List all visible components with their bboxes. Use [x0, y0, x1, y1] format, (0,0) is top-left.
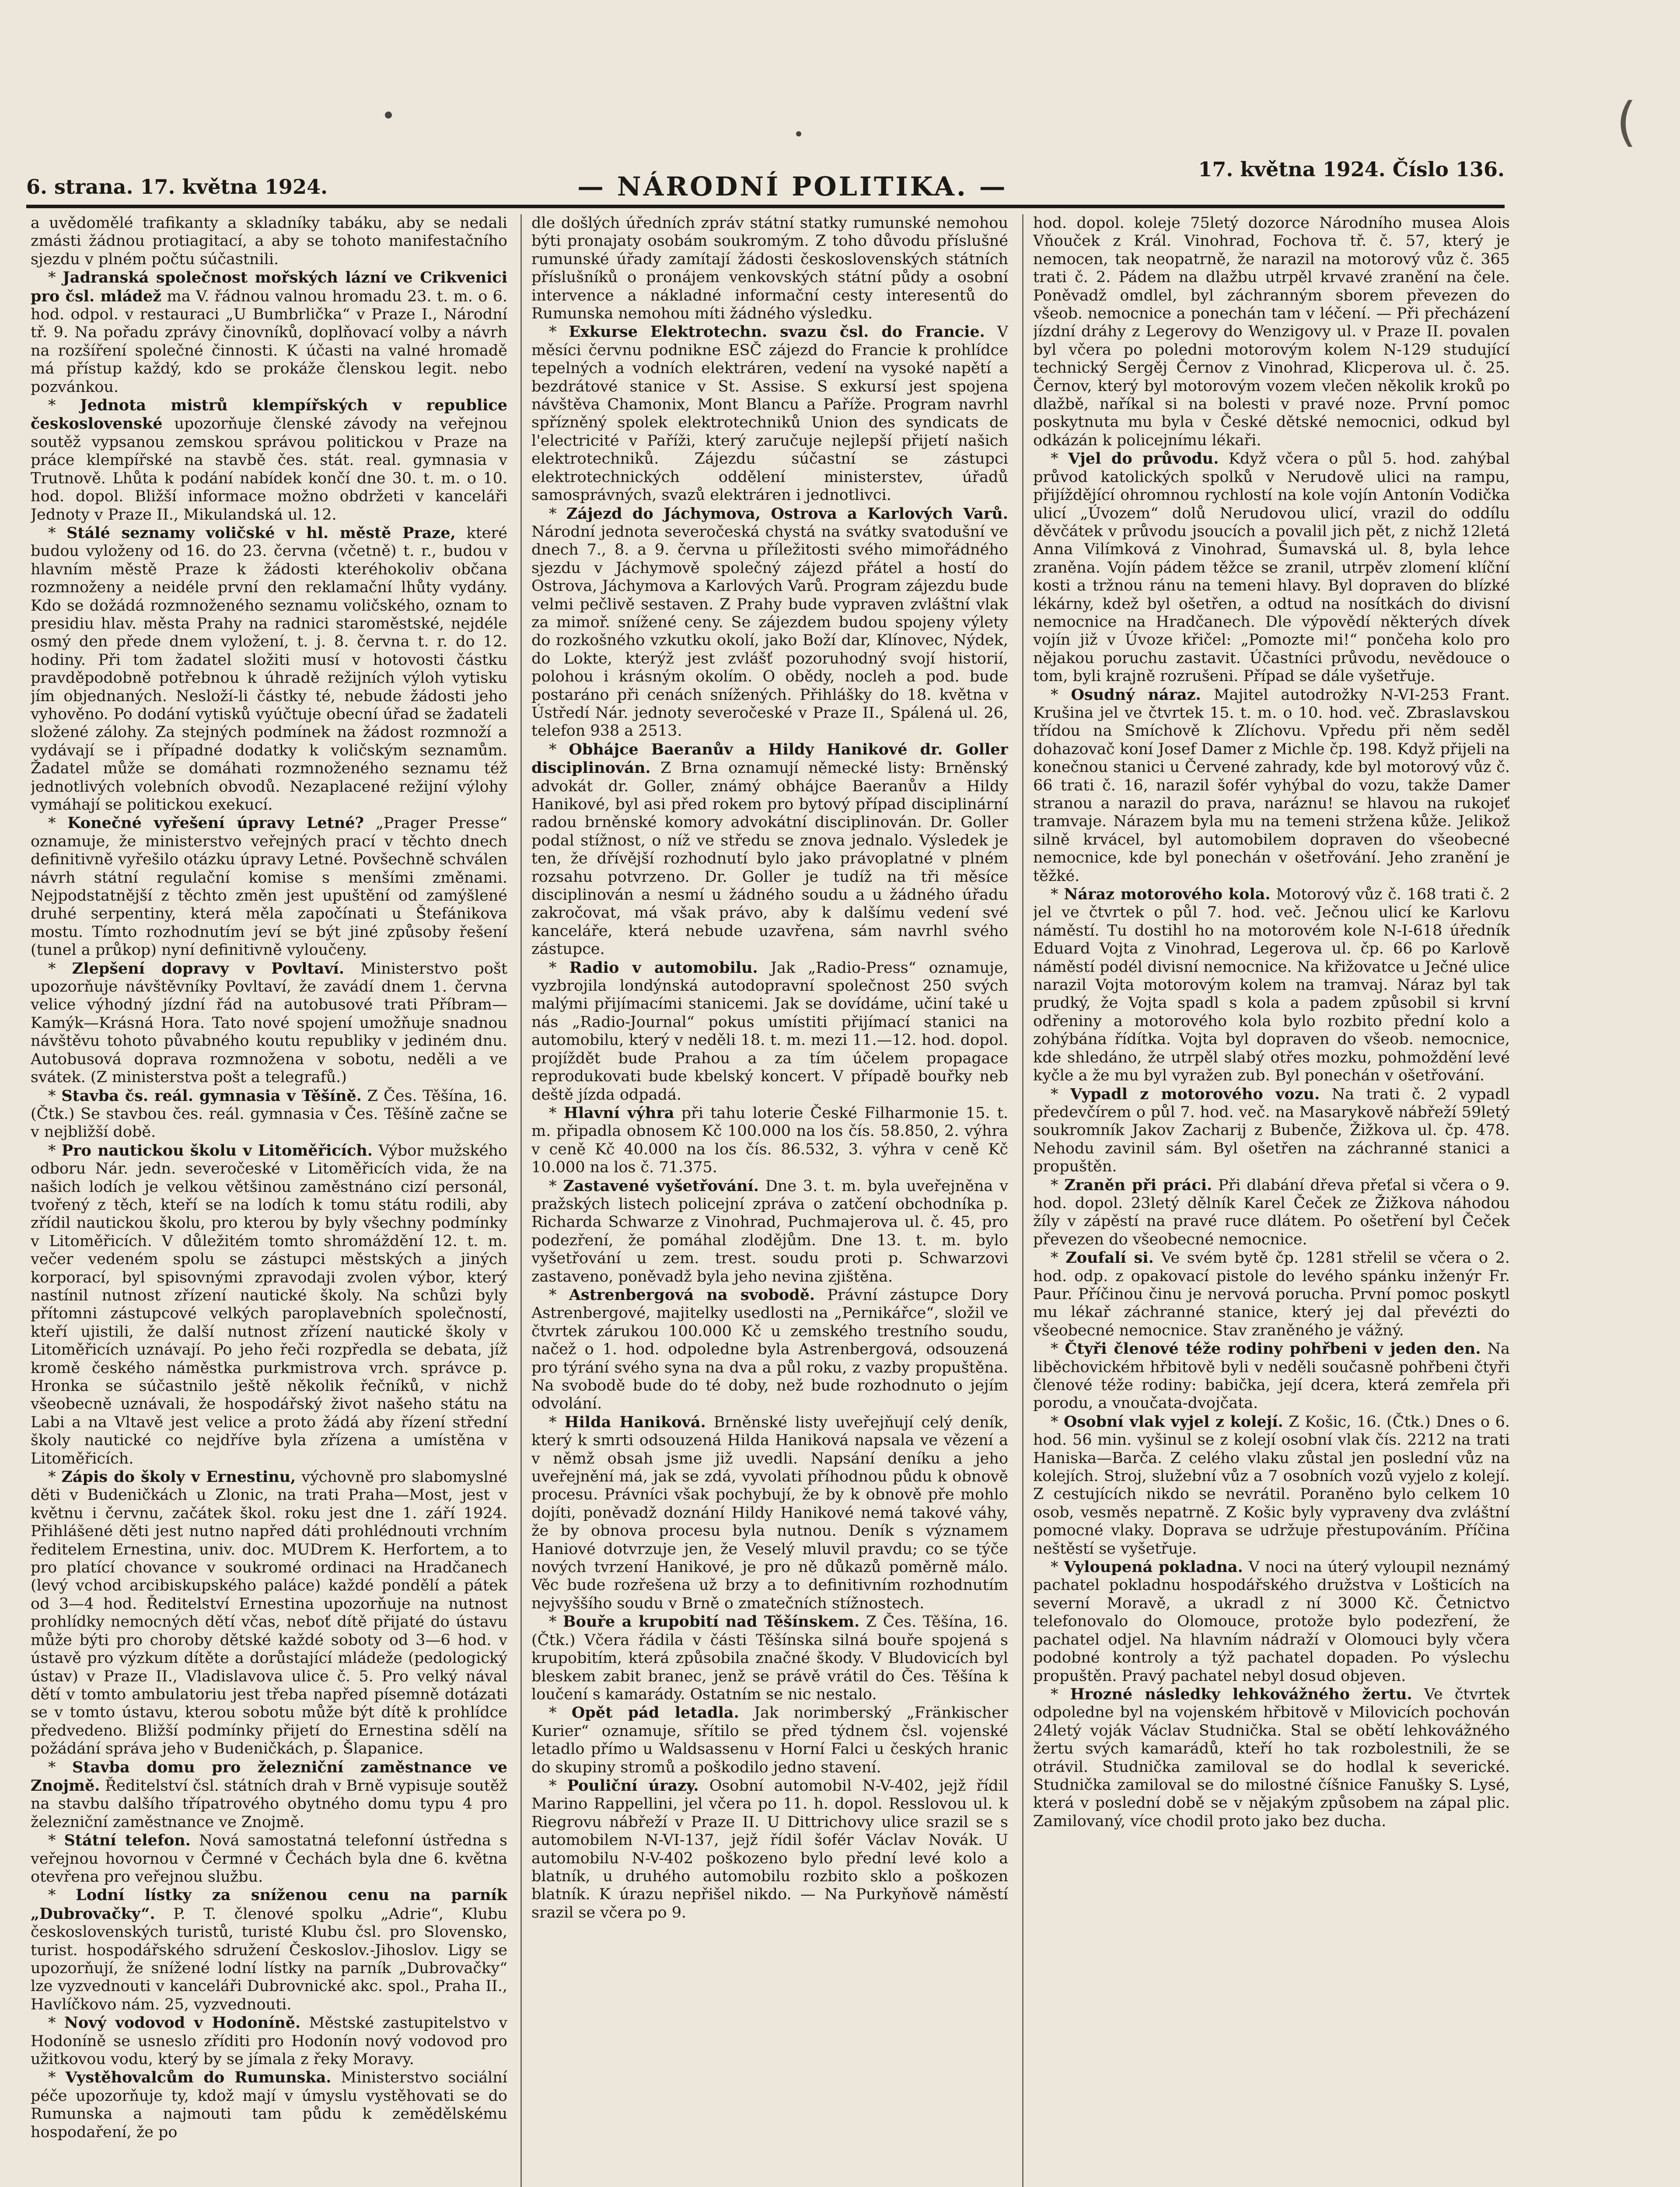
news-item: * Stavba domu pro železniční zaměstnance ve Znojmě. Ředitelství čsl. státních drah v Brně vypisuje soutěž na stavbu dalšího třípatrového obytného domu typu 4 pro železniční zaměstnance ve Znojmě. — [31, 1758, 507, 1831]
news-headline: Zoufalí si. — [1065, 1249, 1154, 1267]
news-headline: Vyloupená pokladna. — [1064, 1558, 1243, 1576]
news-headline: Zápis do školy v Ernestinu, — [61, 1468, 296, 1486]
news-body: Z Košic, 16. (Čtk.) Dnes o 6. hod. 56 min. vyšinul se z kolejí osobní vlak čís. 2212 na trati Haniska—Barča. Z celého vlaku zůstal jen poslední vůz na kolejích. Stroj, služební vůz a 7 osobních vozů vyjelo z kolejí. Z cestujících nikdo se nevrátil. Poraněno bylo celkem 10 osob, vesměs nepatrně. Z Košic byly vypraveny dva zvláštní pomocné vlaky. Doprava se udržuje přestupováním. Příčina neštěstí se vyšetřuje. — [1033, 1413, 1510, 1558]
news-item: * Vjel do průvodu. Když včera o půl 5. hod. zahýbal průvod katolických spolků v Nerudově ulici na rampu, přijíždějící ohromnou rychlostí na kole vojín Antonín Vodička ulicí „Úvozem“ dolů Nerudovou ulicí, vrazil do oddílu děvčátek v průvodu jsoucích a povalil jich pět, z nichž 12letá Anna Vilímková z Vinohrad, Šumavská ul. 8, byla lehce zraněna. Vojín pádem těžce se zranil, utrpěv zlomení klíční kosti a tržnou ránu na temeni hlavy. Byl dopraven do blízké lékárny, kdež byl ošetřen, a odtud na nosítkách do divisní nemocnice na Hradčanech. Dle výpovědí některých dívek vojín již v Úvoze křičel: „Pomozte mi!“ pončeha kolo pro nějakou poruchu zastavit. Účastníci průvodu, nevědouce o tom, byli krajně rozrušeni. Případ se dále vyšetřuje. — [1033, 450, 1510, 685]
news-headline: Čtyři členové téže rodiny pohřbeni v jeden den. — [1065, 1340, 1481, 1358]
news-body: P. T. členové spolku „Adrie“, Klubu československých turistů, turisté Klubu čsl. pro Slovensko, turist. hospodářského sdružení Českoslov.-Jihoslov. Ligy se upozorňují, že snížené lodní lístky na parník „Dubrovačky“ lze vyzvednouti v kanceláři Dubrovnické akc. spol., Praha II., Havlíčkovo nám. 25, vyzvednouti. — [31, 1905, 507, 2013]
column-divider — [1022, 214, 1023, 2187]
news-body: při tahu loterie České Filharmonie 15. t. m. připadla obnosem Kč 100.000 na los čís. 58.850, 2. výhra v ceně Kč 40.000 na los čís. 86.532, 3. výhra v ceně Kč 10.000 na los č. 71.375. — [531, 1104, 1008, 1177]
news-body: výchovně pro slabomyslné děti v Budeničkách u Zlonic, na trati Praha—Most, jest v květnu i červnu, začátek škol. roku jest dne 1. září 1924. Přihlášené děti jest nutno napřed dáti prohlédnouti vrchním ředitelem Ernestina, univ. doc. MUDrem K. Herfortem, a to pro platící chovance v soukromé ordinaci na Hradčanech (levý vchod arcibiskupského paláce) každé pondělí a pátek od 3—4 hod. Ředitelství Ernestina upozorňuje na nutnost prohlídky nemocných dětí včas, neboť dítě přijaté do ústavu může býti pro choroby dětské každé soboty od 3—6 hod. v ústavě pro výzkum dítěte a dorůstající mládeže (pedologický ústav) v Praze II., Vladislavova ulice č. 5. Pro velký nával dětí v tomto ambulatoriu jest třeba napřed písemně dotázati se v tomto ústavu, kterou sobotu může být dítě k prohlídce předvedeno. Bližší podmínky přijetí do Ernestina sdělí na požádání správa jeho v Budeničkách, p. Šlapanice. — [31, 1468, 507, 1758]
news-body: Jak norimberský „Fränkischer Kurier“ oznamuje, sřítilo se před týdnem čsl. vojenské letadlo přímo u Waldsassenu v Horní Falci u českých hranic do skupiny stromů a poškodilo jedno stavení. — [531, 1704, 1008, 1776]
news-body: Při dlabání dřeva přeťal si včera o 9. hod. dopol. 23letý dělník Karel Čeček ze Žižkova náhodou žíly v zápěstí na pravé ruce dlátem. Po ošetření byl Čeček převezen do všeobecné nemocnice. — [1033, 1176, 1510, 1248]
news-body: Právní zástupce Dory Astrenbergové, majitelky usedlosti na „Pernikářce“, složil ve čtvrtek zárukou 100.000 Kč u zemského trestního soudu, načež o 1. hod. odpoledne byla Astrenbergová, odsouzená pro týrání svého syna na dva a půl roku, z vazby propuštěna. Na svobodě bude do té doby, než bude rozhodnuto o jejím odvolání. — [531, 1286, 1008, 1413]
news-headline: Hrozné následky lehkovážného žertu. — [1070, 1685, 1412, 1703]
news-item: * Náraz motorového kola. Motorový vůz č. 168 trati č. 2 jel ve čtvrtek o půl 7. hod. več. Ječnou ulicí ke Karlovu náměstí. Tu dostihl ho na motorovém kole N-I-618 úředník Eduard Vojta z Vinohrad, Legerova ul. čp. 66 po Karlově náměstí podél divisní nemocnice. Na křižovatce u Ječné ulice narazil Vojta motorovým kolem na tramvaj. Náraz byl tak prudký, že Vojta spadl s kola a padem způsobil si krvní odřeniny a motorového kola bylo rozbito přední kolo a zohýbána řídítka. Vojta byl dopraven do všeob. nemocnice, kde shledáno, že utrpěl slabý otřes mozku, pohmoždění levé kyčle a že mu byl vyražen zub. Byl ponechán v ošetřování. — [1033, 885, 1510, 1085]
news-body: Ve svém bytě čp. 1281 střelil se včera o 2. hod. odp. z opakovací pistole do levého spánku inženýr Fr. Paur. Příčinou činu je nervová porucha. První pomoc poskytl mu lékař záchranné stanice, který jej dal převézti do všeobecné nemocnice. Stav zraněného je vážný. — [1033, 1249, 1510, 1339]
news-headline: Nový vodovod v Hodoníně. — [64, 2014, 301, 2032]
news-body: Z Čes. Těšína, 16. (Čtk.) Se stavbou čes. reál. gymnasia v Čes. Těšíně začne se v nejbližší době. — [31, 1087, 507, 1141]
news-headline: Exkurse Elektrotechn. svazu čsl. do Francie. — [569, 323, 985, 341]
news-item: * Zájezd do Jáchymova, Ostrova a Karlových Varů. Národní jednota severočeská chystá na svátky svatodušní ve dnech 7., 8. a 9. června u příležitosti svého mimořádného sjezdu v Jáchymově společný zájezd přátel a hostí do Ostrova, Jáchymova a Karlových Varů. Program zájezdu bude velmi pečlivě sestaven. Z Prahy bude vypraven zvláštní vlak za mimoř. snížené ceny. Se zájezdem budou spojeny výlety do rozkošného vzkutku okolí, jako Boží dar, Klínovec, Nýdek, do Lokte, kterýž jest zvlášť pozoruhodný svojí historií, polohou i krásným okolím. O obědy, nocleh a pod. bude postaráno při cenách snížených. Přihlášky do 18. května v Ústředí Nár. jednoty severočeské v Praze II., Spálená ul. 26, telefon 938 a 2513. — [531, 504, 1008, 740]
news-item: * Osobní vlak vyjel z kolejí. Z Košic, 16. (Čtk.) Dnes o 6. hod. 56 min. vyšinul se z kolejí osobní vlak čís. 2212 na trati Haniska—Barča. Z celého vlaku zůstal jen poslední vůz na kolejích. Stroj, služební vůz a 7 osobních vozů vyjelo z kolejí. Z cestujících nikdo se nevrátil. Poraněno bylo celkem 10 osob, vesměs nepatrně. Z Košic byly vypraveny dva zvláštní pomocné vlaky. Doprava se udržuje přestupováním. Příčina neštěstí se vyšetřuje. — [1033, 1412, 1510, 1558]
news-item: * Zoufalí si. Ve svém bytě čp. 1281 střelil se včera o 2. hod. odp. z opakovací pistole do levého spánku inženýr Fr. Paur. Příčinou činu je nervová porucha. První pomoc poskytl mu lékař záchranné stanice, který jej dal převézti do všeobecné nemocnice. Stav zraněného je vážný. — [1033, 1249, 1510, 1339]
continued-text — [531, 214, 1008, 323]
page-header — [26, 157, 1505, 206]
news-body: Nová samostatná telefonní ústředna s veřejnou hovornou v Čermné v Čechách byla dne 6. května otevřena pro veřejnou službu. — [31, 1832, 507, 1886]
news-body: hod. dopol. koleje 75letý dozorce Národního musea Alois Vňouček z Král. Vinohrad, Fochova tř. č. 57, který je nemocen, tak neopatrně, že narazil na motorový vůz č. 365 trati č. 2. Pádem na dlažbu utrpěl krvavé zranění na čele. Poněvadž omdlel, byl záchranným sborem převezen do všeob. nemocnice a ponechán tam v léčení. — Při přecházení jízdní dráhy z Legerovy do Wenzigovy ul. v Praze II. povalen byl včera po poledni motorovým kolem N-129 studující technický Sergěj Černov z Vinohrad, Klicperova ul. č. 25. Černov, který byl motorovým vozem vlečen několik kroků po dlažbě, naříkal si na bolesti v pravé noze. První pomoc poskytnuta mu byla v České dětské nemocnici, odkud byl odkázán k policejnímu lékaři. — [1033, 214, 1510, 449]
news-item: * Stavba čs. reál. gymnasia v Těšíně. Z Čes. Těšína, 16. (Čtk.) Se stavbou čes. reál. gymnasia v Čes. Těšíně začne se v nejbližší době. — [31, 1087, 507, 1141]
news-item: * Stálé seznamy voličské v hl. městě Praze, které budou vyloženy od 16. do 23. června (včetně) t. r., budou v hlavním městě Praze k žádosti kteréhokoliv občana rozmnoženy a neidéle první den reklamační lhůty vydány. Kdo se dožádá rozmnoženého seznamu voličského, oznam to presidiu hlav. města Prahy na radnici staroměstské, nejdéle osmý den přede dnem vyložení, t. j. 8. června t. r. do 12. hodiny. Při tom žadatel složiti musí v hotovosti částku pravděpodobně potřebnou k úhradě režijních výloh vytisku jím objednaných. Nesloží-li částky té, nebude žádosti jeho vyhověno. Po dodání vytisků vyúčtuje obecní úřad se žadateli složené zálohy. Za stejných podmínek na žádost rozmnoží a vydávají se i případné dodatky k voličským seznamům. Žadatel může se domáhati rozmnoženého seznamu též jednotlivých volebních obvodů. Nezaplacené režijní výlohy vymáhají se politickou exekucí. — [31, 524, 507, 814]
news-headline: Pro nautickou školu v Litoměřicích. — [61, 1141, 373, 1160]
news-headline: Státní telefon. — [64, 1831, 191, 1850]
continued-text — [31, 214, 507, 269]
news-headline: Obhájce Baeranův a Hildy Hanikové dr. Goller disciplinován. — [531, 740, 1008, 777]
news-headline: Náraz motorového kola. — [1064, 885, 1271, 904]
margin-pencil-mark: ( — [1616, 92, 1637, 153]
ink-speck — [796, 131, 801, 136]
news-item: * Opět pád letadla. Jak norimberský „Fränkischer Kurier“ oznamuje, sřítilo se před týdnem čsl. vojenské letadlo přímo u Waldsassenu v Horní Falci u českých hranic do skupiny stromů a poškodilo jedno stavení. — [531, 1704, 1008, 1776]
news-body: ma V. řádnou valnou hromadu 23. t. m. o 6. hod. odpol. v restauraci „U Bumbrlička“ v Praze I., Národní tř. 9. Na pořadu zprávy činovníků, doplňovací volby a návrh na rozšíření společné činnosti. K účasti na valné hromadě má přístup každý, kdo se prokáže členskou legit. nebo pozvánkou. — [31, 287, 507, 396]
news-item: * Jadranská společnost mořských lázní ve Crikvenici pro čsl. mládež ma V. řádnou valnou hromadu 23. t. m. o 6. hod. odpol. v restauraci „U Bumbrlička“ v Praze I., Národní tř. 9. Na pořadu zprávy činovníků, doplňovací volby a návrh na rozšíření společné činnosti. K účasti na valné hromadě má přístup každý, kdo se prokáže členskou legit. nebo pozvánkou. — [31, 269, 507, 396]
news-headline: Stavba domu pro železniční zaměstnance ve Znojmě. — [31, 1758, 507, 1795]
news-body: Na trati č. 2 vypadl předevčírem o půl 7. hod. več. na Masarykově nábřeží 59letý soukromník Jakov Zacharij z Bubenče, Žižkova ul. čp. 478. Nehodu zavinil sám. Byl ošetřen na záchranné stanici a propuštěn. — [1033, 1085, 1510, 1176]
news-body: Ministerstvo pošt upozorňuje návštěvníky Povltaví, že zavádí dnem 1. června velice výhodný jízdní řád na autobusové trati Příbram—Kamýk—Krásná Hora. Tato nové spojení umožňuje snadnou návštěvu tohoto půvabného koutu republiky v jediném dnu. Autobusová doprava rozmnožena v sobotu, neděli a ve svátek. (Z ministerstva pošt a telegrafů.) — [31, 960, 507, 1087]
news-body: Z Brna oznamují německé listy: Brněnský advokát dr. Goller, známý obhájce Baeranův a Hildy Hanikové, byl asi před rokem pro bytový případ disciplinární radou brněnské komory advokátní disciplinován. Dr. Goller podal stížnost, o níž ve středu se znova jednalo. Výsledek je ten, že dřívější rozhodnutí bylo jako právoplatné v plném rozsahu potvrzeno. Dr. Goller je tudíž na tři měsíce disciplinován a nesmí u žádného soudu a u žádného úřadu zakročovat, má však právo, aby k dalšímu vedení své kanceláře, která nebude uzavřena, sám navrhl svého zástupce. — [531, 759, 1008, 958]
news-headline: Vypadl z motorového vozu. — [1070, 1085, 1320, 1103]
news-body: upozorňuje členské závody na veřejnou soutěž vypsanou zemskou správou politickou v Praze na práce klempířské na stavbě čes. stát. real. gymnasia v Trutnově. Lhůta k podání nabídek končí dne 30. t. m. o 10. hod. dopol. Bližší informace možno obdržeti v kanceláři Jednoty v Praze II., Mikulandská ul. 12. — [31, 415, 507, 524]
news-body: Ředitelství čsl. státních drah v Brně vypisuje soutěž na stavbu dalšího třípatrového obytného domu typu 4 pro železniční zaměstnance ve Znojmě. — [31, 1777, 507, 1831]
news-item: * Vystěhovalcům do Rumunska. Ministerstvo sociální péče upozorňuje ty, kdož mají v úmyslu vystěhovati se do Rumunska a najmouti tam půdu k zemědělskému hospodaření, že po — [31, 2068, 507, 2141]
text-column-2 — [531, 214, 1008, 2187]
news-item: * Astrenbergová na svobodě. Právní zástupce Dory Astrenbergové, majitelky usedlosti na „Pernikářce“, složil ve čtvrtek zárukou 100.000 Kč u zemského trestního soudu, načež o 1. hod. odpoledne byla Astrenbergová, odsouzená pro týrání svého syna na dva a půl roku, z vazby propuštěna. Na svobodě bude do té doby, než bude rozhodnuto o jejím odvolání. — [531, 1286, 1008, 1413]
news-item: * Zápis do školy v Ernestinu, výchovně pro slabomyslné děti v Budeničkách u Zlonic, na trati Praha—Most, jest v květnu i červnu, začátek škol. roku jest dne 1. září 1924. Přihlášené děti jest nutno napřed dáti prohlédnouti vrchním ředitelem Ernestina, univ. doc. MUDrem K. Herfortem, a to pro platící chovance v soukromé ordinaci na Hradčanech (levý vchod arcibiskupského paláce) každé pondělí a pátek od 3—4 hod. Ředitelství Ernestina upozorňuje na nutnost prohlídky nemocných dětí včas, neboť dítě přijaté do ústavu může býti pro choroby dětské každé soboty od 3—6 hod. v ústavě pro výzkum dítěte a dorůstající mládeže (pedologický ústav) v Praze II., Vladislavova ulice č. 5. Pro velký nával dětí v tomto ambulatoriu jest třeba napřed písemně dotázati se v tomto ústavu, kterou sobotu může být dítě k prohlídce předvedeno. Bližší podmínky přijetí do Ernestina sdělí na požádání správa jeho v Budeničkách, p. Šlapanice. — [31, 1468, 507, 1758]
news-headline: Jednota mistrů klempířských v republice československé — [31, 396, 507, 433]
issue-date-number: 17. května 1924. Číslo 136. — [1198, 157, 1505, 181]
news-body: Dne 3. t. m. byla uveřejněna v pražských listech policejní zpráva o zatčení obchodníka p. Richarda Schwarze z Vinohrad, Puchmajerova ul. č. 45, pro podezření, že pomáhal zlodějům. Dne 13. t. m. bylo vyšetřování u zem. trest. soudu proti p. Schwarzovi zastaveno, poněvadž byla jeho nevina zjištěna. — [531, 1177, 1008, 1286]
news-headline: Pouliční úrazy. — [567, 1776, 699, 1795]
news-item: * Vyloupená pokladna. V noci na úterý vyloupil neznámý pachatel pokladnu hospodářského družstva v Lošticích na severní Moravě, a ukradl z ní 3000 Kč. Četnictvo telefonovalo do Olomouce, protože bylo podezření, že pachatel odjel. Na hlavním nádraží v Olomouci byly včera podobné kontroly a týž pachatel dopaden. Po výslechu propuštěn. Pravý pachatel nebyl dosud objeven. — [1033, 1558, 1510, 1685]
news-body: Výbor mužského odboru Nár. jedn. severočeské v Litoměřicích vida, že na našich lodích je velkou většinou zaměstnáno cizí personál, tvořený z těch, kteří se na lodích k tomu státu rodili, aby zřídil nautickou školu, pro kterou by byly všechny podmínky v Litoměřicích. V důležitém tomto shromáždění 12. t. m. večer vedeném spolu se zástupci městských a jiných korporací, byl spisovnými zpravodaji zvolen výbor, který nastínil nutnost zřízení nautické školy. Na schůzi byly přítomni zástupcové velkých paroplavebních společností, kteří ujistili, že další nutnost zřízení nautické školy v Litoměřicích uznávají. Po jeho řeči rozpředla se debata, jíž kromě českého náměstka purkmistrova vrch. správce p. Hronka se súčastnilo ještě několik řečníků, v nichž všeobecně uznávali, že hospodářský život našeho státu na Labi a na Vltavě jest velice a proto žádá aby řízení střední školy nautické co nejdříve byla zřízena a umístěna v Litoměřicích. — [31, 1142, 507, 1467]
news-item: * Osudný náraz. Majitel autodrožky N-VI-253 Frant. Krušina jel ve čtvrtek 15. t. m. o 10. hod. več. Zbraslavskou třídou na Smíchově k Zlíchovu. Vpředu při něm seděl dohazovač koní Josef Damer z Michle čp. 198. Když přijeli na konečnou stanici u Červené zahrady, kde byl motorový vůz č. 66 trati č. 16, narazil šofér vyhýbal do vozu, takže Damer stranou a narazil do prava, naráznu! se hlavou na rukojeť tramvaje. Nárazem byla mu na temeni stržena kůže. Jelikož silně krvácel, byl automobilem dopraven do všeobecné nemocnice, kde byl ponechán v ošetřování. Jeho zranění je těžké. — [1033, 685, 1510, 885]
news-item: * Pouliční úrazy. Osobní automobil N-V-402, jejž řídil Marino Rappellini, jel včera po 11. h. dopol. Resslovou ul. k Riegrovu nábřeží v Praze II. U Dittrichovy ulice srazil se s automobilem N-VI-137, jejž řídil šofér Václav Novák. U automobilu N-V-402 poškozeno bylo přední levé kolo a blatník, u druhého automobilu rozbito sklo a poškozen blatník. K úrazu nepřišel nikdo. — Na Purkyňově náměstí srazil se včera po 9. — [531, 1776, 1008, 1921]
page-number-date: 6. strana. 17. května 1924. — [26, 175, 328, 199]
news-item: * Lodní lístky za sníženou cenu na parník „Dubrovačky“. P. T. členové spolku „Adrie“, Klubu československých turistů, turisté Klubu čsl. pro Slovensko, turist. hospodářského sdružení Českoslov.-Jihoslov. Ligy se upozorňují, že snížené lodní lístky na parník „Dubrovačky“ lze vyzvednouti v kanceláři Dubrovnické akc. spol., Praha II., Havlíčkovo nám. 25, vyzvednouti. — [31, 1886, 507, 2013]
news-item: * Zlepšení dopravy v Povltaví. Ministerstvo pošt upozorňuje návštěvníky Povltaví, že zavádí dnem 1. června velice výhodný jízdní řád na autobusové trati Příbram—Kamýk—Krásná Hora. Tato nové spojení umožňuje snadnou návštěvu tohoto půvabného koutu republiky v jediném dnu. Autobusová doprava rozmnožena v sobotu, neděli a ve svátek. (Z ministerstva pošt a telegrafů.) — [31, 959, 507, 1087]
news-headline: Vjel do průvodu. — [1068, 450, 1219, 468]
news-body: Osobní automobil N-V-402, jejž řídil Marino Rappellini, jel včera po 11. h. dopol. Resslovou ul. k Riegrovu nábřeží v Praze II. U Dittrichovy ulice srazil se s automobilem N-VI-137, jejž řídil šofér Václav Novák. U automobilu N-V-402 poškozeno bylo přední levé kolo a blatník, u druhého automobilu rozbito sklo a poškozen blatník. K úrazu nepřišel nikdo. — Na Purkyňově náměstí srazil se včera po 9. — [531, 1777, 1008, 1921]
news-item: * Pro nautickou školu v Litoměřicích. Výbor mužského odboru Nár. jedn. severočeské v Litoměřicích vida, že na našich lodích je velkou většinou zaměstnáno cizí personál, tvořený z těch, kteří se na lodích k tomu státu rodili, aby zřídil nautickou školu, pro kterou by byly všechny podmínky v Litoměřicích. V důležitém tomto shromáždění 12. t. m. večer vedeném spolu se zástupci městských a jiných korporací, byl spisovnými zpravodaji zvolen výbor, který nastínil nutnost zřízení nautické školy. Na schůzi byly přítomni zástupcové velkých paroplavebních společností, kteří ujistili, že další nutnost zřízení nautické školy v Litoměřicích uznávají. Po jeho řeči rozpředla se debata, jíž kromě českého náměstka purkmistrova vrch. správce p. Hronka se súčastnilo ještě několik řečníků, v nichž všeobecně uznávali, že hospodářský život našeho státu na Labi a na Vltavě jest velice a proto žádá aby řízení střední školy nautické co nejdříve byla zřízena a umístěna v Litoměřicích. — [31, 1141, 507, 1467]
news-headline: Hlavní výhra — [563, 1104, 674, 1122]
news-item: * Hlavní výhra při tahu loterie České Filharmonie 15. t. m. připadla obnosem Kč 100.000 na los čís. 58.850, 2. výhra v ceně Kč 40.000 na los čís. 86.532, 3. výhra v ceně Kč 10.000 na los č. 71.375. — [531, 1104, 1008, 1177]
news-item: * Obhájce Baeranův a Hildy Hanikové dr. Goller disciplinován. Z Brna oznamují německé listy: Brněnský advokát dr. Goller, známý obhájce Baeranův a Hildy Hanikové, byl asi před rokem pro bytový případ disciplinární radou brněnské komory advokátní disciplinován. Dr. Goller podal stížnost, o níž ve středu se znova jednalo. Výsledek je ten, že dřívější rozhodnutí bylo jako právoplatné v plném rozsahu potvrzeno. Dr. Goller je tudíž na tři měsíce disciplinován a nesmí u žádného soudu a u žádného úřadu zakročovat, má však právo, aby k dalšímu vedení své kanceláře, která nebude uzavřena, sám navrhl svého zástupce. — [531, 740, 1008, 958]
news-item: * Hilda Haniková. Brněnské listy uveřejňují celý deník, který k smrti odsouzená Hilda Haniková napsala ve vězení a v němž obsah jsme již uvedli. Napsání deníku a jeho uveřejnění má, jak se zdá, vyvolati příhodnou půdu k obnově procesu. Právníci však pochybují, že by k obnově pře mohlo dojíti, poněvadž doznání Hildy Hanikové nemá takové váhy, že by obnova procesu byla nutnou. Deník s významem Haniové dotvrzuje jen, že Veselý mluvil pravdu; co se týče nových tvrzení Hanikové, je pro ně důkazů poměrně málo. Věc bude rozřešena už brzy a to definitivním rozhodnutím nejvyššího soudu v Brně o zmatečních stížnostech. — [531, 1413, 1008, 1612]
news-body: V noci na úterý vyloupil neznámý pachatel pokladnu hospodářského družstva v Lošticích na severní Moravě, a ukradl z ní 3000 Kč. Četnictvo telefonovalo do Olomouce, protože bylo podezření, že pachatel odjel. Na hlavním nádraží v Olomouci byly včera podobné kontroly a týž pachatel dopaden. Po výslechu propuštěn. Pravý pachatel nebyl dosud objeven. — [1033, 1558, 1510, 1685]
news-item: * Nový vodovod v Hodoníně. Městské zastupitelstvo v Hodoníně se usneslo zříditi pro Hodonín nový vodovod pro užitkovou vodu, který by se jímala z řeky Moravy. — [31, 2014, 507, 2068]
news-item: * Jednota mistrů klempířských v republice československé upozorňuje členské závody na veřejnou soutěž vypsanou zemskou správou politickou v Praze na práce klempířské na stavbě čes. stát. real. gymnasia v Trutnově. Lhůta k podání nabídek končí dne 30. t. m. o 10. hod. dopol. Bližší informace možno obdržeti v kanceláři Jednoty v Praze II., Mikulandská ul. 12. — [31, 396, 507, 524]
news-body: Na liběchovickém hřbitově byli v neděli současně pohřbeni čtyři členové téže rodiny: babička, její dcera, která zemřela při porodu, a vnoučata-dvojčata. — [1033, 1340, 1510, 1412]
news-headline: Lodní lístky za sníženou cenu na parník „Dubrovačky“. — [31, 1886, 507, 1923]
news-item: * Vypadl z motorového vozu. Na trati č. 2 vypadl předevčírem o půl 7. hod. več. na Masarykově nábřeží 59letý soukromník Jakov Zacharij z Bubenče, Žižkova ul. čp. 478. Nehodu zavinil sám. Byl ošetřen na záchranné stanici a propuštěn. — [1033, 1085, 1510, 1176]
news-item: * Čtyři členové téže rodiny pohřbeni v jeden den. Na liběchovickém hřbitově byli v neděli současně pohřbeni čtyři členové téže rodiny: babička, její dcera, která zemřela při porodu, a vnoučata-dvojčata. — [1033, 1340, 1510, 1412]
news-headline: Konečné vyřešení úpravy Letné? — [67, 814, 364, 832]
news-headline: Stálé seznamy voličské v hl. městě Praze, — [66, 524, 456, 542]
news-headline: Osudný náraz. — [1071, 685, 1201, 704]
column-divider — [520, 214, 522, 2187]
news-body: které budou vyloženy od 16. do 23. června (včetně) t. r., budou v hlavním městě Praze k žádosti kteréhokoliv občana rozmnoženy a neidéle první den reklamační lhůty vydány. Kdo se dožádá rozmnoženého seznamu voličského, oznam to presidiu hlav. města Prahy na radnici staroměstské, nejdéle osmý den přede dnem vyložení, t. j. 8. června t. r. do 12. hodiny. Při tom žadatel složiti musí v hotovosti částku pravděpodobně potřebnou k úhradě režijních výloh vytisku jím objednaných. Nesloží-li částky té, nebude žádosti jeho vyhověno. Po dodání vytisků vyúčtuje obecní úřad se žadateli složené zálohy. Za stejných podmínek na žádost rozmnoží a vydávají se i případné dodatky k voličským seznamům. Žadatel může se domáhati rozmnoženého seznamu též jednotlivých volebních obvodů. Nezaplacené režijní výlohy vymáhají se politickou exekucí. — [31, 524, 507, 814]
newspaper-title: — NÁRODNÍ POLITIKA. — — [577, 171, 1008, 202]
news-headline: Zastavené vyšetřování. — [563, 1177, 759, 1195]
news-body: a uvědomělé trafikanty a skladníky tabáku, aby se nedali zmásti žádnou protiagitací, a aby se tohoto manifestačního sjezdu v plném počtu súčastnili. — [31, 214, 507, 268]
continued-text — [1033, 214, 1510, 450]
news-item: * Bouře a krupobití nad Těšínskem. Z Čes. Těšína, 16. (Čtk.) Včera řádila v části Těšínska silná bouře spojená s krupobitím, která způsobila značné škody. V Bludovicích byl bleskem zabit branec, jenž se právě vrátil do Čes. Těšína k loučení s kamarády. Ostatním se nic nestalo. — [531, 1613, 1008, 1703]
news-body: Majitel autodrožky N-VI-253 Frant. Krušina jel ve čtvrtek 15. t. m. o 10. hod. več. Zbraslavskou třídou na Smíchově k Zlíchovu. Vpředu při něm seděl dohazovač koní Josef Damer z Michle čp. 198. Když přijeli na konečnou stanici u Červené zahrady, kde byl motorový vůz č. 66 trati č. 16, narazil šofér vyhýbal do vozu, takže Damer stranou a narazil do prava, naráznu! se hlavou na rukojeť tramvaje. Nárazem byla mu na temeni stržena kůže. Jelikož silně krvácel, byl automobilem dopraven do všeobecné nemocnice, kde byl ponechán v ošetřování. Jeho zranění je těžké. — [1033, 686, 1510, 885]
news-headline: Jadranská společnost mořských lázní ve Crikvenici pro čsl. mládež — [31, 269, 507, 305]
news-item: * Radio v automobilu. Jak „Radio-Press“ oznamuje, vyzbrojila londýnská autodopravní společnost 250 svých malými přijímacími stanicemi. Jak se dovídáme, učiní také u nás „Radio-Journal“ pokus umístiti přijímací stanici na automobilu, který v neděli 18. t. m. mezi 11.—12. hod. dopol. projíždět bude Prahou a za tím účelem propagace reprodukovati bude kbelský koncert. V případě bouřky neb deště jízda odpadá. — [531, 958, 1008, 1104]
ink-speck — [385, 112, 392, 119]
news-body: Motorový vůz č. 168 trati č. 2 jel ve čtvrtek o půl 7. hod. več. Ječnou ulicí ke Karlovu náměstí. Tu dostihl ho na motorovém kole N-I-618 úředník Eduard Vojta z Vinohrad, Legerova ul. čp. 66 po Karlově náměstí podél divisní nemocnice. Na křižovatce u Ječné ulice narazil Vojta motorovým kolem na tramvaj. Náraz byl tak prudký, že Vojta spadl s kola a padem způsobil si krvní odřeniny a motorového kola bylo rozbito přední kolo a zohýbána řídítka. Vojta byl dopraven do všeob. nemocnice, kde shledáno, že utrpěl slabý otřes mozku, pohmoždění levé kyčle a že mu byl vyražen zub. Byl ponechán v ošetřování. — [1033, 886, 1510, 1085]
header-rule — [26, 205, 1505, 208]
text-column-3 — [1033, 214, 1510, 2187]
news-headline: Radio v automobilu. — [569, 958, 758, 977]
news-body: V měsíci červnu podnikne ESČ zájezd do Francie k prohlídce tepelných a vodních elektráren, vedení na vysoké napětí a bezdrátové stanice v St. Assise. S exkursí jest spojena návštěva Chamonix, Mont Blancu a Paříže. Program navrhl spřízněný spolek elektrotechniků Union des syndicats de l'electricité v Paříži, který zaručuje nejlepší přijetí našich elektrotechniků. Zájezdu súčastní se zástupci elektrotechnických oddělení ministerstev, úřadů samosprávných, svazů elektráren i jednotlivci. — [531, 323, 1008, 504]
news-headline: Vystěhovalcům do Rumunska. — [65, 2068, 332, 2087]
news-item: * Exkurse Elektrotechn. svazu čsl. do Francie. V měsíci červnu podnikne ESČ zájezd do Francie k prohlídce tepelných a vodních elektráren, vedení na vysoké napětí a bezdrátové stanice v St. Assise. S exkursí jest spojena návštěva Chamonix, Mont Blancu a Paříže. Program navrhl spřízněný spolek elektrotechniků Union des syndicats de l'electricité v Paříži, který zaručuje nejlepší přijetí našich elektrotechniků. Zájezdu súčastní se zástupci elektrotechnických oddělení ministerstev, úřadů samosprávných, svazů elektráren i jednotlivci. — [531, 323, 1008, 504]
news-body: Národní jednota severočeská chystá na svátky svatodušní ve dnech 7., 8. a 9. června u příležitosti svého mimořádného sjezdu v Jáchymově společný zájezd přátel a hostí do Ostrova, Jáchymova a Karlových Varů. Program zájezdu bude velmi pečlivě sestaven. Z Prahy bude vypraven zvláštní vlak za mimoř. snížené ceny. Se zájezdem budou spojeny výlety do rozkošného vzkutku okolí, jako Boží dar, Klínovec, Nýdek, do Lokte, kterýž jest zvlášť pozoruhodný svojí historií, polohou i krásným okolím. O obědy, nocleh a pod. bude postaráno při cenách snížených. Přihlášky do 18. května v Ústředí Nár. jednoty severočeské v Praze II., Spálená ul. 26, telefon 938 a 2513. — [531, 523, 1008, 740]
news-item: * Zastavené vyšetřování. Dne 3. t. m. byla uveřejněna v pražských listech policejní zpráva o zatčení obchodníka p. Richarda Schwarze z Vinohrad, Puchmajerova ul. č. 45, pro podezření, že pomáhal zlodějům. Dne 13. t. m. bylo vyšetřování u zem. trest. soudu proti p. Schwarzovi zastaveno, poněvadž byla jeho nevina zjištěna. — [531, 1177, 1008, 1286]
text-column-1 — [31, 214, 507, 2187]
news-body: Ve čtvrtek odpoledne byl na vojenském hřbitově v Milovicích pochován 24letý voják Václav Studnička. Stal se obětí lehkovážného žertu svých kamarádů, kteří ho tak rozbolestnili, že se otrávil. Studnička zamiloval se do hodlal k severické. Studnička zamiloval se do milostné číšnice Fanušky S. Lysé, která v poslední době se v nějakým způsobem na zápal plic. Zamilovaný, více chodil proto jako bez ducha. — [1033, 1685, 1510, 1830]
news-body: Když včera o půl 5. hod. zahýbal průvod katolických spolků v Nerudově ulici na rampu, přijíždějící ohromnou rychlostí na kole vojín Antonín Vodička ulicí „Úvozem“ dolů Nerudovou ulicí, vrazil do oddílu děvčátek v průvodu jsoucích a povalil jich pět, z nichž 12letá Anna Vilímková z Vinohrad, Šumavská ul. 8, byla lehce zraněna. Vojín pádem těžce se zranil, utrpěv zlomení klíční kosti a tržnou ránu na temeni hlavy. Byl dopraven do blízké lékárny, kdež byl ošetřen, a odtud na nosítkách do divisní nemocnice na Hradčanech. Dle výpovědí některých dívek vojín již v Úvoze křičel: „Pomozte mi!“ pončeha kolo pro nějakou poruchu zastavit. Účastníci průvodu, nevědouce o tom, byli krajně rozrušeni. Případ se dále vyšetřuje. — [1033, 450, 1510, 685]
news-headline: Opět pád letadla. — [571, 1704, 739, 1722]
news-body: Ministerstvo sociální péče upozorňuje ty, kdož mají v úmyslu vystěhovati se do Rumunska a najmouti tam půdu k zemědělskému hospodaření, že po — [31, 2069, 507, 2141]
news-headline: Bouře a krupobití nad Těšínskem. — [563, 1613, 860, 1631]
news-item: * Hrozné následky lehkovážného žertu. Ve čtvrtek odpoledne byl na vojenském hřbitově v Milovicích pochován 24letý voják Václav Studnička. Stal se obětí lehkovážného žertu svých kamarádů, kteří ho tak rozbolestnili, že se otrávil. Studnička zamiloval se do hodlal k severické. Studnička zamiloval se do milostné číšnice Fanušky S. Lysé, která v poslední době se v nějakým způsobem na zápal plic. Zamilovaný, více chodil proto jako bez ducha. — [1033, 1685, 1510, 1830]
news-headline: Zlepšení dopravy v Povltaví. — [72, 959, 345, 978]
news-body: Městské zastupitelstvo v Hodoníně se usneslo zříditi pro Hodonín nový vodovod pro užitkovou vodu, který by se jímala z řeky Moravy. — [31, 2014, 507, 2068]
news-body: „Prager Presse“ oznamuje, že ministerstvo veřejných prací v těchto dnech definitivně vyřešilo otázku úpravy Letné. Povšechně schválen návrh státní regulační komise s menšími změnami. Nejpodstatnější z těchto změn jest upuštění od zamýšlené druhé serpentiny, která měla započínati u Štefánikova mostu. Tímto rozhodnutím jeví se být jiné způsoby řešení (tunel a průkop) nyní definitivně vyloučeny. — [31, 814, 507, 959]
news-headline: Stavba čs. reál. gymnasia v Těšíně. — [61, 1087, 362, 1105]
news-body: Jak „Radio-Press“ oznamuje, vyzbrojila londýnská autodopravní společnost 250 svých malými přijímacími stanicemi. Jak se dovídáme, učiní také u nás „Radio-Journal“ pokus umístiti přijímací stanici na automobilu, který v neděli 18. t. m. mezi 11.—12. hod. dopol. projíždět bude Prahou a za tím účelem propagace reprodukovati bude kbelský koncert. V případě bouřky neb deště jízda odpadá. — [531, 959, 1008, 1104]
news-body: Brněnské listy uveřejňují celý deník, který k smrti odsouzená Hilda Haniková napsala ve vězení a v němž obsah jsme již uvedli. Napsání deníku a jeho uveřejnění má, jak se zdá, vyvolati příhodnou půdu k obnově procesu. Právníci však pochybují, že by k obnově pře mohlo dojíti, poněvadž doznání Hildy Hanikové nemá takové váhy, že by obnova procesu byla nutnou. Deník s významem Haniové dotvrzuje jen, že Veselý mluvil pravdu; co se týče nových tvrzení Hanikové, je pro ně důkazů poměrně málo. Věc bude rozřešena už brzy a to definitivním rozhodnutím nejvyššího soudu v Brně o zmatečních stížnostech. — [531, 1413, 1008, 1612]
news-headline: Zraněn při práci. — [1064, 1176, 1212, 1194]
news-headline: Osobní vlak vyjel z kolejí. — [1064, 1412, 1283, 1431]
news-headline: Zájezd do Jáchymova, Ostrova a Karlových Varů. — [566, 504, 1008, 523]
news-body: Z Čes. Těšína, 16. (Čtk.) Včera řádila v části Těšínska silná bouře spojená s krupobitím, která způsobila značné škody. V Bludovicích byl bleskem zabit branec, jenž se právě vrátil do Čes. Těšína k loučení s kamarády. Ostatním se nic nestalo. — [531, 1613, 1008, 1703]
news-item: * Konečné vyřešení úpravy Letné? „Prager Presse“ oznamuje, že ministerstvo veřejných prací v těchto dnech definitivně vyřešilo otázku úpravy Letné. Povšechně schválen návrh státní regulační komise s menšími změnami. Nejpodstatnější z těchto změn jest upuštění od zamýšlené druhé serpentiny, která měla započínati u Štefánikova mostu. Tímto rozhodnutím jeví se být jiné způsoby řešení (tunel a průkop) nyní definitivně vyloučeny. — [31, 814, 507, 959]
news-item: * Státní telefon. Nová samostatná telefonní ústředna s veřejnou hovornou v Čermné v Čechách byla dne 6. května otevřena pro veřejnou službu. — [31, 1831, 507, 1886]
news-item: * Zraněn při práci. Při dlabání dřeva přeťal si včera o 9. hod. dopol. 23letý dělník Karel Čeček ze Žižkova náhodou žíly v zápěstí na pravé ruce dlátem. Po ošetření byl Čeček převezen do všeobecné nemocnice. — [1033, 1176, 1510, 1248]
news-headline: Astrenbergová na svobodě. — [569, 1286, 815, 1304]
news-body: dle došlých úředních zpráv státní statky rumunské nemohou býti pronajaty osobám soukromým. Z toho důvodu příslušné rumunské úřady zamítají žádosti československých státních příslušníků o pronájem venkovských státní půdy a osobní intervence a nákladné informační cesty interesentů do Rumunska nemohou míti žádného výsledku. — [531, 214, 1008, 323]
news-headline: Hilda Haniková. — [564, 1413, 706, 1431]
